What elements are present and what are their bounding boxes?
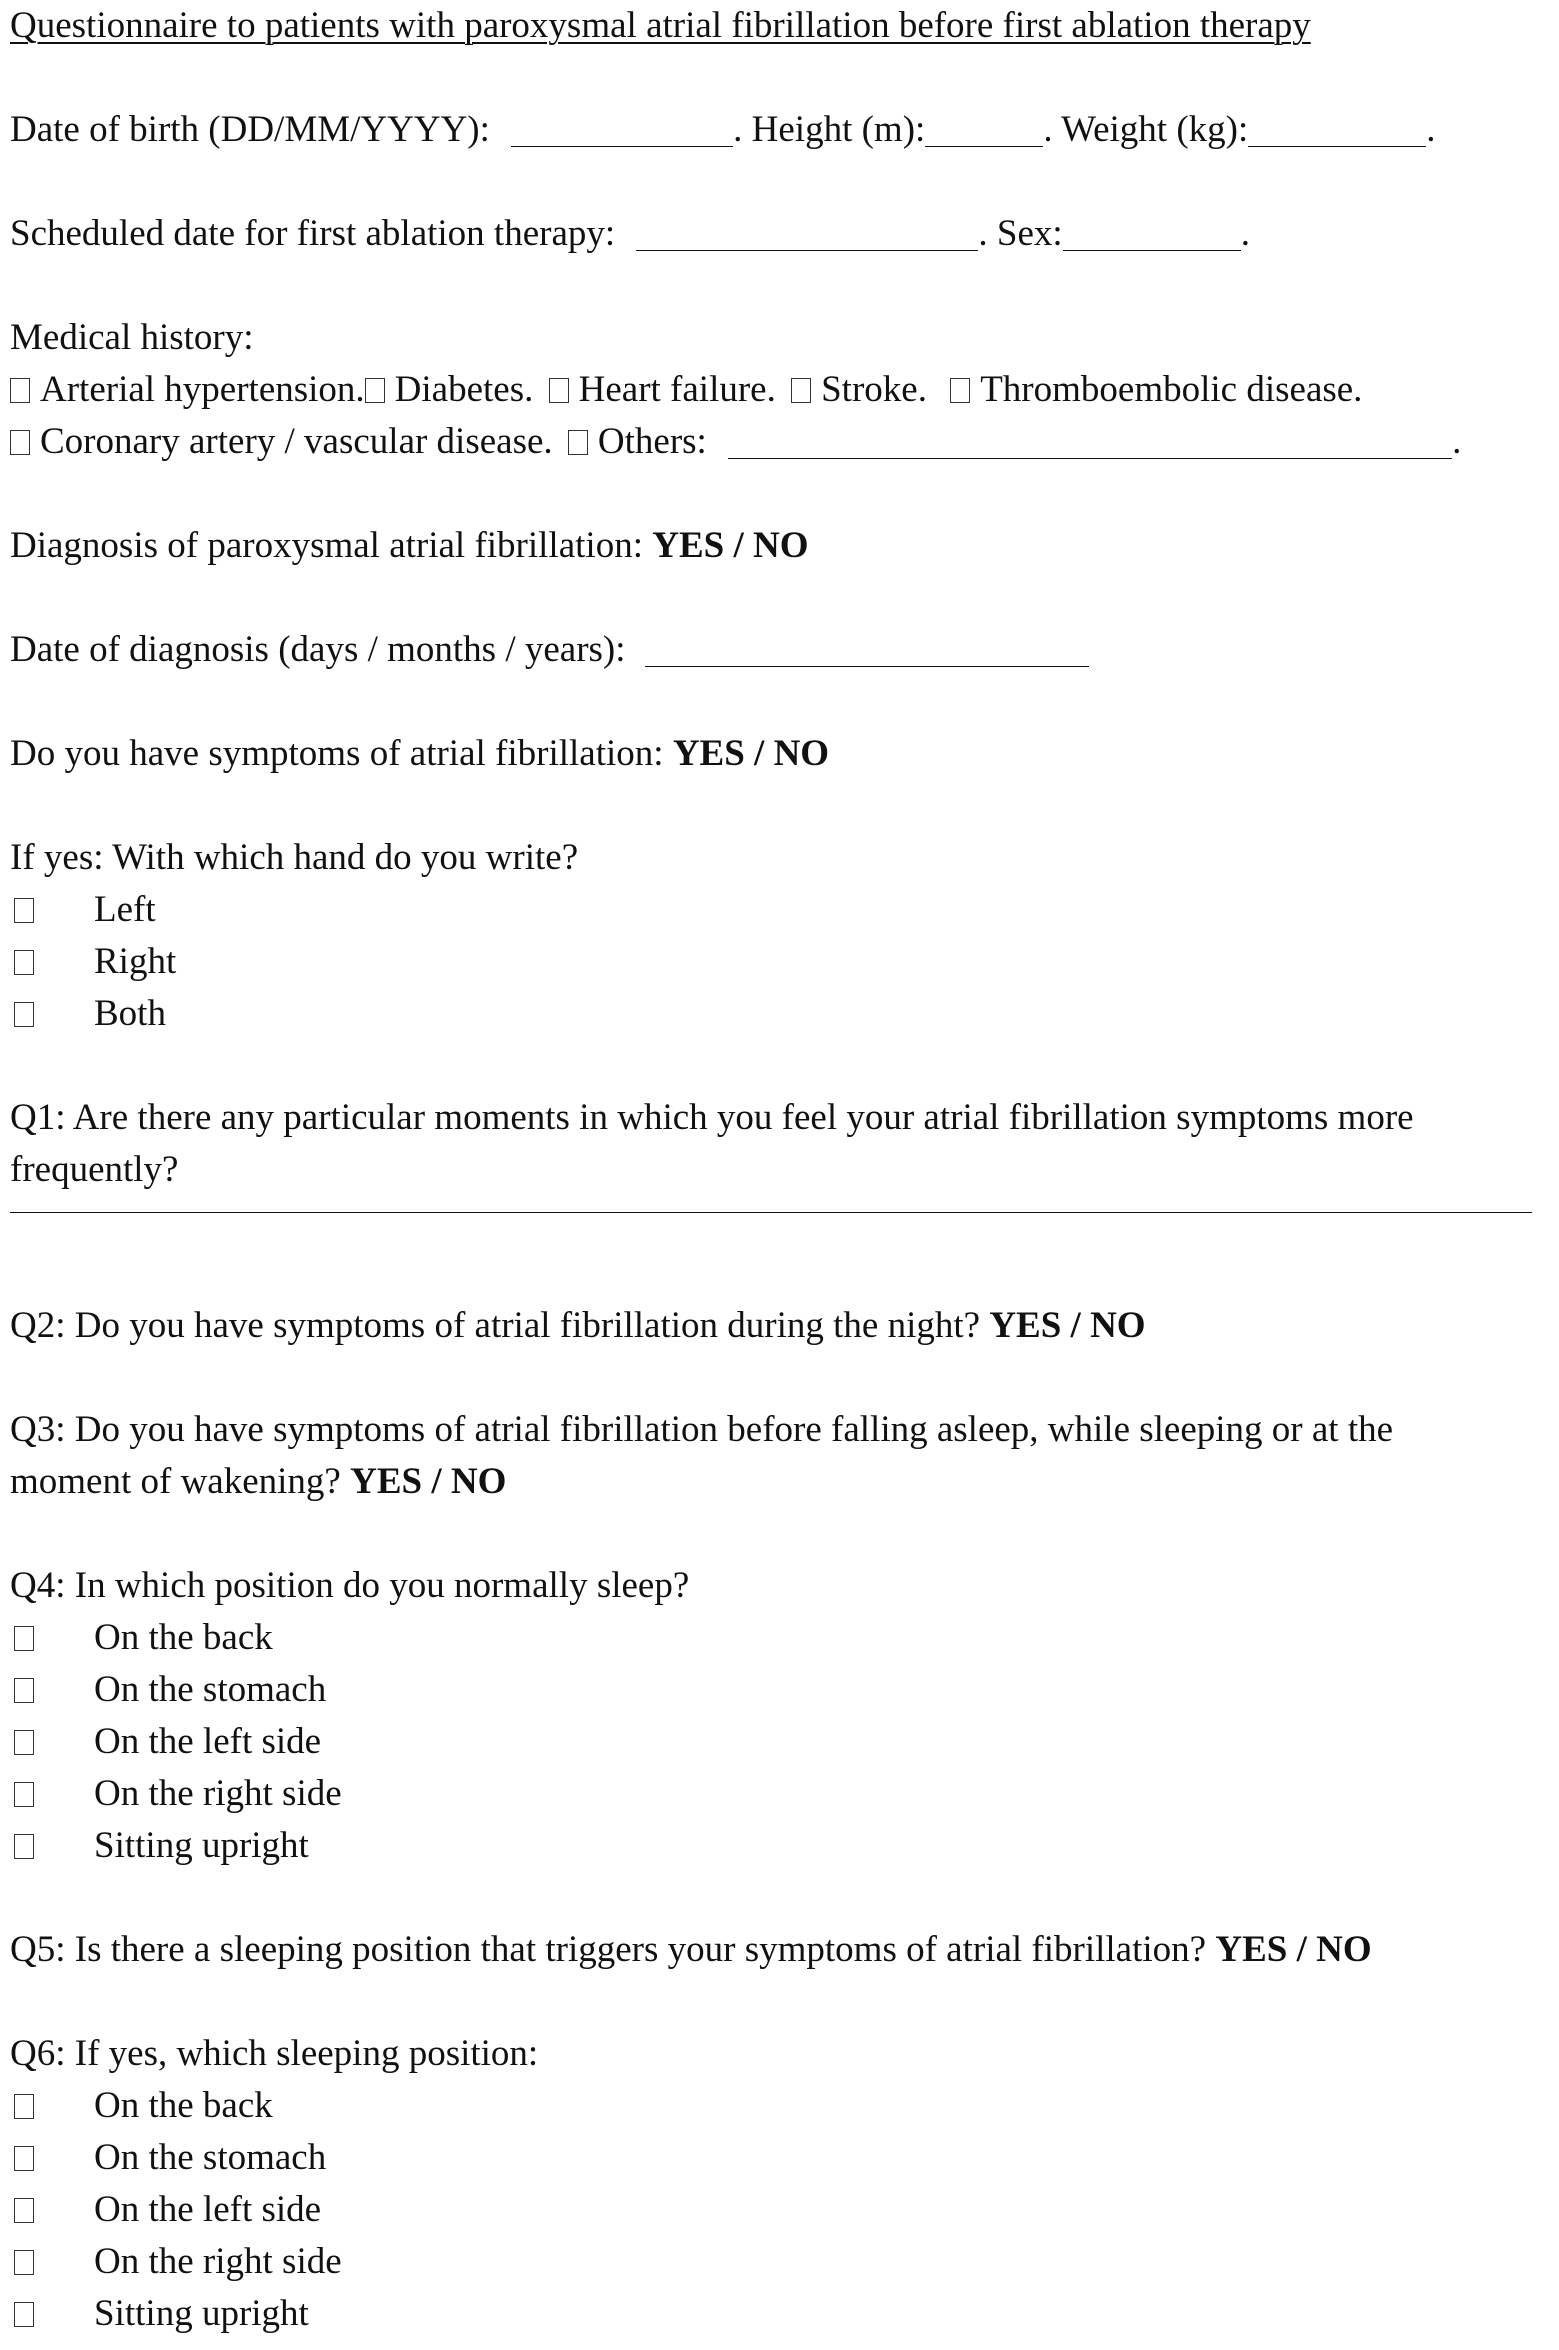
- checkbox-stomach[interactable]: [14, 2146, 34, 2171]
- checkbox-left-side[interactable]: [14, 2198, 34, 2223]
- scheduled-date-label: Scheduled date for first ablation therapy:: [10, 213, 616, 254]
- medical-history-row-1: [10, 364, 1362, 416]
- diagnosis-question: Diagnosis of paroxysmal atrial fibrillation:: [10, 525, 643, 566]
- q5-row: [10, 1924, 1372, 1976]
- option-label: On the stomach: [94, 1669, 327, 1710]
- q3-line-1: Q3: Do you have symptoms of atrial fibrillation before falling asleep, while sleeping or at the: [10, 1409, 1394, 1450]
- q4-question: Q4: In which position do you normally sleep?: [10, 1565, 690, 1606]
- option-label: On the back: [94, 1617, 273, 1658]
- option-label: On the right side: [94, 2241, 342, 2282]
- q3-line-2: moment of wakening?: [10, 1461, 341, 1502]
- symptoms-row: [10, 728, 829, 780]
- q2-row: [10, 1300, 1146, 1352]
- scheduled-date-field[interactable]: [636, 220, 978, 251]
- medical-history-row-2: [10, 416, 1461, 468]
- option-label: Left: [94, 889, 156, 930]
- checkbox-heart-failure[interactable]: [549, 378, 569, 403]
- others-end-dot: .: [1452, 421, 1462, 462]
- q4-option-right-side[interactable]: [10, 1768, 410, 1820]
- q1-answer-field[interactable]: [10, 1212, 1532, 1213]
- option-label: On the stomach: [94, 2137, 327, 2178]
- height-field[interactable]: [925, 116, 1043, 147]
- checkbox-diabetes[interactable]: [365, 378, 385, 403]
- symptoms-question: Do you have symptoms of atrial fibrillation:: [10, 733, 664, 774]
- checkbox-back[interactable]: [14, 2094, 34, 2119]
- demographics-row-2: [10, 208, 1250, 260]
- checkbox-sitting-upright[interactable]: [14, 2302, 34, 2327]
- checkbox-sitting-upright[interactable]: [14, 1834, 34, 1859]
- q5-answer[interactable]: YES / NO: [1215, 1929, 1372, 1970]
- q6-option-back[interactable]: [10, 2080, 410, 2132]
- checkbox-stomach[interactable]: [14, 1678, 34, 1703]
- sex-field[interactable]: [1063, 220, 1241, 251]
- dob-field[interactable]: [511, 116, 733, 147]
- date-of-diagnosis-row: [10, 624, 1089, 676]
- checkbox-stroke[interactable]: [791, 378, 811, 403]
- option-label: Sitting upright: [94, 2293, 309, 2334]
- checkbox-right-side[interactable]: [14, 2250, 34, 2275]
- checkbox-right[interactable]: [14, 950, 34, 975]
- q3-answer[interactable]: YES / NO: [350, 1461, 507, 1502]
- q3-line-2-row: [10, 1456, 506, 1508]
- q4-option-left-side[interactable]: [10, 1716, 410, 1768]
- hand-option-right[interactable]: [10, 936, 410, 988]
- diagnosis-answer[interactable]: YES / NO: [652, 525, 809, 566]
- sex-end-dot: .: [1240, 213, 1250, 254]
- option-diabetes: Diabetes.: [394, 369, 534, 410]
- weight-field[interactable]: [1248, 116, 1426, 147]
- date-of-diagnosis-label: Date of diagnosis (days / months / years):: [10, 629, 626, 670]
- q4-option-back[interactable]: [10, 1612, 410, 1664]
- option-heart-failure: Heart failure.: [578, 369, 776, 410]
- q1-line-2: frequently?: [10, 1149, 179, 1190]
- option-label: On the left side: [94, 1721, 322, 1762]
- others-field[interactable]: [728, 428, 1452, 459]
- checkbox-right-side[interactable]: [14, 1782, 34, 1807]
- page-title: Questionnaire to patients with paroxysmal atrial fibrillation before first ablation therapy: [10, 5, 1311, 46]
- weight-end-dot: .: [1426, 109, 1436, 150]
- q6-question: Q6: If yes, which sleeping position:: [10, 2033, 539, 2074]
- sex-label: . Sex:: [978, 213, 1063, 254]
- date-of-diagnosis-field[interactable]: [645, 636, 1089, 667]
- option-label: On the left side: [94, 2189, 322, 2230]
- q6-option-left-side[interactable]: [10, 2184, 410, 2236]
- hand-question: If yes: With which hand do you write?: [10, 837, 579, 878]
- q6-option-stomach[interactable]: [10, 2132, 410, 2184]
- q4-option-stomach[interactable]: [10, 1664, 410, 1716]
- weight-label: . Weight (kg):: [1043, 109, 1249, 150]
- checkbox-back[interactable]: [14, 1626, 34, 1651]
- demographics-row-1: [10, 104, 1436, 156]
- q2-answer[interactable]: YES / NO: [989, 1305, 1146, 1346]
- diagnosis-row: [10, 520, 809, 572]
- checkbox-arterial-hypertension[interactable]: [10, 378, 30, 403]
- symptoms-answer[interactable]: YES / NO: [672, 733, 830, 774]
- height-label: . Height (m):: [733, 109, 926, 150]
- option-coronary-artery-disease: Coronary artery / vascular disease.: [40, 421, 553, 462]
- option-label: Right: [94, 941, 177, 982]
- option-label: On the back: [94, 2085, 273, 2126]
- option-others: Others:: [597, 421, 707, 462]
- q2-question: Q2: Do you have symptoms of atrial fibrillation during the night?: [10, 1305, 981, 1346]
- option-label: Sitting upright: [94, 1825, 309, 1866]
- q4-option-sitting-upright[interactable]: [10, 1820, 410, 1872]
- checkbox-coronary-artery-disease[interactable]: [10, 430, 30, 455]
- checkbox-thromboembolic-disease[interactable]: [950, 378, 970, 403]
- q6-option-right-side[interactable]: [10, 2236, 410, 2288]
- option-label: Both: [94, 993, 166, 1034]
- q1-line-1: Q1: Are there any particular moments in which you feel your atrial fibrillation symptoms more: [10, 1097, 1414, 1138]
- checkbox-left[interactable]: [14, 898, 34, 923]
- option-arterial-hypertension: Arterial hypertension.: [40, 369, 365, 410]
- checkbox-left-side[interactable]: [14, 1730, 34, 1755]
- dob-label: Date of birth (DD/MM/YYYY):: [10, 109, 490, 150]
- hand-option-left[interactable]: [10, 884, 410, 936]
- hand-option-both[interactable]: [10, 988, 410, 1040]
- q5-question: Q5: Is there a sleeping position that triggers your symptoms of atrial fibrillation?: [10, 1929, 1207, 1970]
- option-thromboembolic-disease: Thromboembolic disease.: [980, 369, 1363, 410]
- checkbox-others[interactable]: [568, 430, 588, 455]
- option-stroke: Stroke.: [821, 369, 927, 410]
- medical-history-label: Medical history:: [10, 317, 254, 358]
- option-label: On the right side: [94, 1773, 342, 1814]
- q6-option-sitting-upright[interactable]: [10, 2288, 410, 2340]
- checkbox-both[interactable]: [14, 1002, 34, 1027]
